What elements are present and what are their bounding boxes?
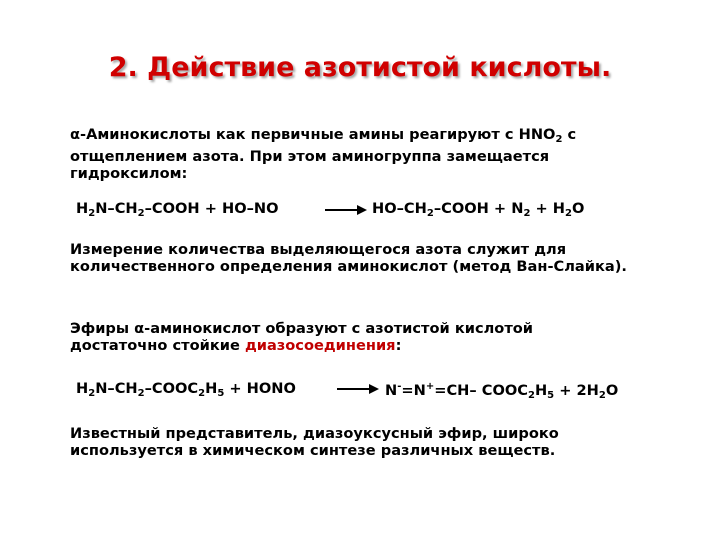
eq2-h-sub: 2 [88,388,96,399]
paragraph-measurement: Измерение количества выделяющегося азота служит для количественного определения аминокислот (метод Ван-Слайка). [70,241,627,275]
alpha-symbol: α [70,126,81,143]
eq2r-h2-sub: 2 [598,390,606,401]
eq1-h-sub: 2 [88,208,96,219]
esters-text-c: : [395,337,402,354]
reaction-arrow-1 [325,205,367,215]
eq2-h: H [76,380,89,397]
equation-1-left [76,200,279,223]
eq2r-h: H [534,382,548,399]
highlight-diazo: диазосоединения [244,337,396,354]
equation-1-right [372,200,584,223]
equation-2-left [76,380,296,403]
reaction-arrow-2 [337,384,379,394]
eq2r-plus: + 2H [554,382,599,399]
eq1-ch-sub: 2 [137,208,145,219]
eq1r-plus-h: + H [530,200,566,217]
eq2-ch-sub: 2 [137,388,145,399]
esters-text-a: Эфиры [70,320,135,337]
eq1r-ch-sub: 2 [426,208,434,219]
paragraph-intro [70,126,660,182]
eq2r-h-sub: 5 [547,390,555,401]
eq2r-c-sub: 2 [527,390,535,401]
alpha-symbol-2: α [134,320,145,337]
eq2r-ch: =CH– COOC [434,382,528,399]
eq2r-n-sup: - [397,381,402,392]
eq2r-eq-n: =N [401,382,426,399]
eq2-cooc: –COOC [144,380,199,397]
eq1r-o: O [572,200,585,217]
eq2r-n: N [385,382,398,399]
paragraph-diazoacetic: Известный представитель, диазоуксусный эфир, широко используется в химическом синтезе различных веществ. [70,425,559,459]
eq2r-plus-sup: + [425,381,435,392]
paragraph-esters [70,320,610,354]
eq1r-n-sub: 2 [523,208,531,219]
eq2r-o: O [605,382,619,399]
eq1-h: H [76,200,89,217]
eq2-c-sub: 2 [198,388,206,399]
eq2-n-ch: N–CH [95,380,138,397]
slide-title: 2. Действие азотистой кислоты. [108,52,612,83]
intro-text-b: с отщеплением азота. При этом аминогруппа замещается гидроксилом: [70,126,577,182]
eq1r-h-sub: 2 [565,208,572,219]
intro-text-a: -Аминокислоты как первичные амины реагируют с HNO [80,126,556,143]
eq1-n-ch: N–CH [95,200,138,217]
eq1r-cooh-n: –COOH + N [433,200,524,217]
eq2-rest: + HONO [224,380,296,397]
eq2-h5: H [205,380,218,397]
eq1r-ho-ch: HO–CH [372,200,427,217]
intro-sub: 2 [555,134,563,145]
eq1-rest: –COOH + HO–NO [144,200,279,217]
equation-2-right [385,378,618,405]
esters-text-b: -аминокислот образуют с азотистой кислотой достаточно стойкие [70,320,534,354]
eq2-h5-sub: 5 [217,388,225,399]
